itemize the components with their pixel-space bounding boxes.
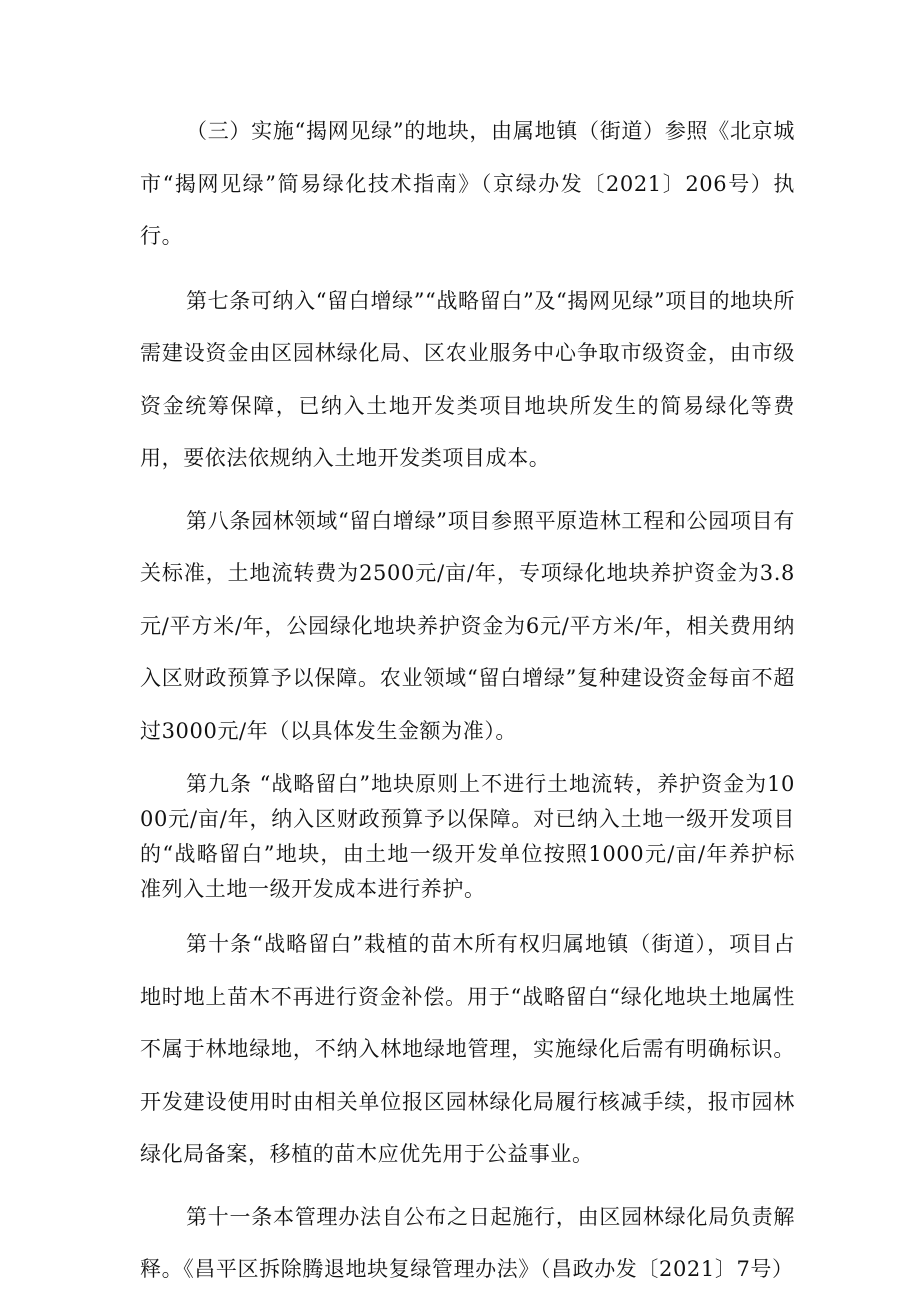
paragraph-article-10: 第十条“战略留白”栽植的苗木所有权归属地镇（街道），项目占地时地上苗木不再进行资金补偿。用于“战略留白“绿化地块土地属性不属于林地绿地，不纳入林地绿地管理，实施绿化后需有明确标识。开发建设使用时由相关单位报区园林绿化局履行核减手续，报市园林绿化局备案，移植的苗木应优先用于公益事业。 xyxy=(140,932,795,1166)
paragraph-article-11: 第十一条本管理办法自公布之日起施行，由区园林绿化局负责解释。《昌平区拆除腾退地块复绿管理办法》（昌政办发〔2021〕7号） xyxy=(140,1204,795,1281)
paragraph-article-7: 第七条可纳入“留白增绿”“战略留白”及“揭网见绿”项目的地块所需建设资金由区园林绿化局、区农业服务中心争取市级资金，由市级资金统筹保障，已纳入土地开发类项目地块所发生的简易绿化等费用，要依法依规纳入土地开发类项目成本。 xyxy=(140,288,795,470)
paragraph-article-9: 第九条 “战略留白”地块原则上不进行土地流转，养护资金为1000元/亩/年，纳入区财政预算予以保障。对已纳入土地一级开发项目的“战略留白”地块，由土地一级开发单位按照1000元/亩/年养护标准列入土地一级开发成本进行养护。 xyxy=(140,772,795,901)
paragraph-item3-net-reveal: （三）实施“揭网见绿”的地块，由属地镇（街道）参照《北京城市“揭网见绿”简易绿化技术指南》（京绿办发〔2021〕206号）执行。 xyxy=(140,119,795,248)
document-page xyxy=(140,105,795,1296)
paragraph-article-8: 第八条园林领域“留白增绿”项目参照平原造林工程和公园项目有关标准，土地流转费为2500元/亩/年，专项绿化地块养护资金为3.8元/平方米/年，公园绿化地块养护资金为6元/平方米/年，相关费用纳入区财政预算予以保障。农业领域“留白增绿”复种建设资金每亩不超过3000元/年（以具体发生金额为准）。 xyxy=(140,508,795,743)
